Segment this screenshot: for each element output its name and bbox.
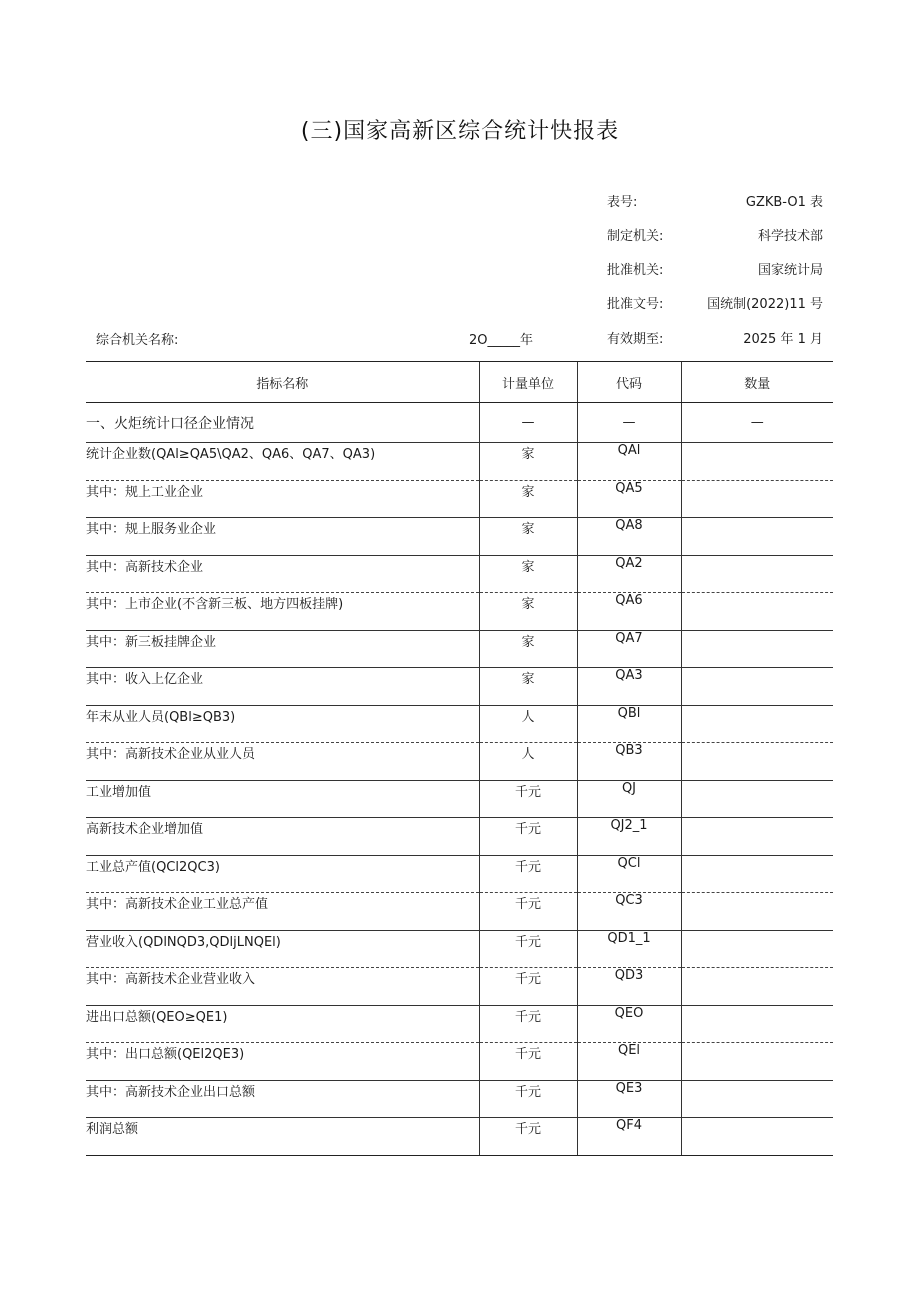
table-row — [86, 630, 833, 668]
cell-quantity[interactable] — [681, 855, 833, 893]
header-indicator-name: 指标名称 — [86, 362, 479, 403]
cell-quantity[interactable] — [681, 518, 833, 556]
cell-code: QAl — [577, 443, 681, 481]
cell-quantity[interactable] — [681, 780, 833, 818]
cell-code: QEO — [577, 1005, 681, 1043]
table-row — [86, 818, 833, 856]
section-title: 一、火炬统计口径企业情况 — [86, 403, 479, 443]
cell-quantity[interactable] — [681, 668, 833, 706]
cell-code: QA5 — [577, 480, 681, 518]
cell-unit: 千元 — [479, 893, 577, 931]
meta-label: 批准机关: — [607, 263, 664, 278]
table-row — [86, 1080, 833, 1118]
table-row — [86, 893, 833, 931]
table-row — [86, 1005, 833, 1043]
cell-quantity[interactable] — [681, 593, 833, 631]
table-row — [86, 780, 833, 818]
org-name-label: 综合机关名称: — [96, 333, 179, 348]
table-row — [86, 930, 833, 968]
meta-value: GZKB-O1 表 — [745, 195, 823, 210]
table-header-row — [86, 362, 833, 403]
cell-code: QC3 — [577, 893, 681, 931]
cell-unit: 千元 — [479, 855, 577, 893]
cell-unit: 家 — [479, 630, 577, 668]
page-title: (三)国家高新区综合统计快报表 — [300, 119, 620, 144]
cell-indicator: 高新技术企业增加值 — [86, 818, 479, 856]
cell-code: QJ — [577, 780, 681, 818]
cell-unit: 家 — [479, 555, 577, 593]
meta-value: 国家统计局 — [757, 263, 823, 278]
cell-indicator: 进出口总额(QEO≥QE1) — [86, 1005, 479, 1043]
cell-indicator: 其中：高新技术企业营业收入 — [86, 968, 479, 1006]
cell-quantity[interactable] — [681, 1118, 833, 1156]
meta-label: 有效期至: — [607, 332, 664, 347]
header-unit: 计量单位 — [479, 362, 577, 403]
cell-quantity[interactable] — [681, 555, 833, 593]
meta-label: 批准文号: — [607, 297, 664, 312]
cell-quantity[interactable] — [681, 968, 833, 1006]
cell-code: QA6 — [577, 593, 681, 631]
cell-unit: 千元 — [479, 930, 577, 968]
cell-quantity[interactable] — [681, 1043, 833, 1081]
meta-label: 制定机关: — [607, 229, 664, 244]
cell-unit: 人 — [479, 743, 577, 781]
cell-code: QA8 — [577, 518, 681, 556]
cell-unit: 千元 — [479, 780, 577, 818]
cell-indicator: 其中：上市企业(不含新三板、地方四板挂牌) — [86, 593, 479, 631]
table-row — [86, 518, 833, 556]
meta-value: 科学技术部 — [757, 229, 823, 244]
table-row — [86, 1043, 833, 1081]
cell-unit: 千元 — [479, 968, 577, 1006]
cell-quantity[interactable] — [681, 480, 833, 518]
cell-indicator: 其中：高新技术企业出口总额 — [86, 1080, 479, 1118]
cell-indicator: 其中：收入上亿企业 — [86, 668, 479, 706]
cell-code: QD1_1 — [577, 930, 681, 968]
meta-label: 表号: — [607, 195, 638, 210]
cell-code: QA2 — [577, 555, 681, 593]
cell-indicator: 工业总产值(QCl2QC3) — [86, 855, 479, 893]
cell-indicator: 利润总额 — [86, 1118, 479, 1156]
meta-value: 2025 年 1 月 — [743, 332, 823, 347]
cell-indicator: 其中：出口总额(QEl2QE3) — [86, 1043, 479, 1081]
cell-unit: — — [479, 403, 577, 443]
table-row — [86, 855, 833, 893]
cell-code: QCl — [577, 855, 681, 893]
cell-quantity[interactable] — [681, 630, 833, 668]
cell-code: QBl — [577, 705, 681, 743]
cell-indicator: 其中：高新技术企业工业总产值 — [86, 893, 479, 931]
report-year-label: 2O_____年 — [469, 333, 534, 348]
cell-unit: 家 — [479, 593, 577, 631]
meta-value: 国统制(2022)11 号 — [707, 297, 823, 312]
cell-unit: 家 — [479, 518, 577, 556]
table-row — [86, 443, 833, 481]
cell-unit: 人 — [479, 705, 577, 743]
cell-code: QF4 — [577, 1118, 681, 1156]
table-row — [86, 1118, 833, 1156]
cell-unit: 家 — [479, 480, 577, 518]
cell-quantity[interactable] — [681, 1080, 833, 1118]
header-quantity: 数量 — [681, 362, 833, 403]
cell-code: QA3 — [577, 668, 681, 706]
cell-code: QJ2_1 — [577, 818, 681, 856]
cell-indicator: 营业收入(QDlNQD3,QDljLNQEl) — [86, 930, 479, 968]
statistics-table — [86, 361, 833, 1156]
table-row — [86, 705, 833, 743]
cell-quantity[interactable] — [681, 705, 833, 743]
cell-quantity[interactable] — [681, 443, 833, 481]
cell-code: QE3 — [577, 1080, 681, 1118]
cell-unit: 家 — [479, 668, 577, 706]
cell-unit: 千元 — [479, 1080, 577, 1118]
cell-code: QB3 — [577, 743, 681, 781]
cell-quantity[interactable] — [681, 743, 833, 781]
header-code: 代码 — [577, 362, 681, 403]
cell-quantity: — — [681, 403, 833, 443]
cell-unit: 千元 — [479, 1118, 577, 1156]
cell-code: QA7 — [577, 630, 681, 668]
cell-code: — — [577, 403, 681, 443]
cell-indicator: 其中：规上服务业企业 — [86, 518, 479, 556]
table-row — [86, 593, 833, 631]
cell-quantity[interactable] — [681, 930, 833, 968]
section-row — [86, 403, 833, 443]
cell-unit: 千元 — [479, 1043, 577, 1081]
cell-quantity[interactable] — [681, 818, 833, 856]
cell-code: QD3 — [577, 968, 681, 1006]
cell-unit: 千元 — [479, 818, 577, 856]
cell-indicator: 其中：高新技术企业从业人员 — [86, 743, 479, 781]
table-row — [86, 968, 833, 1006]
table-row — [86, 480, 833, 518]
cell-indicator: 统计企业数(QAl≥QA5\QA2、QA6、QA7、QA3) — [86, 443, 479, 481]
cell-quantity[interactable] — [681, 1005, 833, 1043]
cell-code: QEl — [577, 1043, 681, 1081]
cell-indicator: 年末从业人员(QBl≥QB3) — [86, 705, 479, 743]
table-row — [86, 555, 833, 593]
cell-indicator: 其中：新三板挂牌企业 — [86, 630, 479, 668]
cell-unit: 家 — [479, 443, 577, 481]
table-row — [86, 743, 833, 781]
cell-quantity[interactable] — [681, 893, 833, 931]
table-row — [86, 668, 833, 706]
cell-indicator: 其中：高新技术企业 — [86, 555, 479, 593]
cell-unit: 千元 — [479, 1005, 577, 1043]
cell-indicator: 工业增加值 — [86, 780, 479, 818]
cell-indicator: 其中：规上工业企业 — [86, 480, 479, 518]
